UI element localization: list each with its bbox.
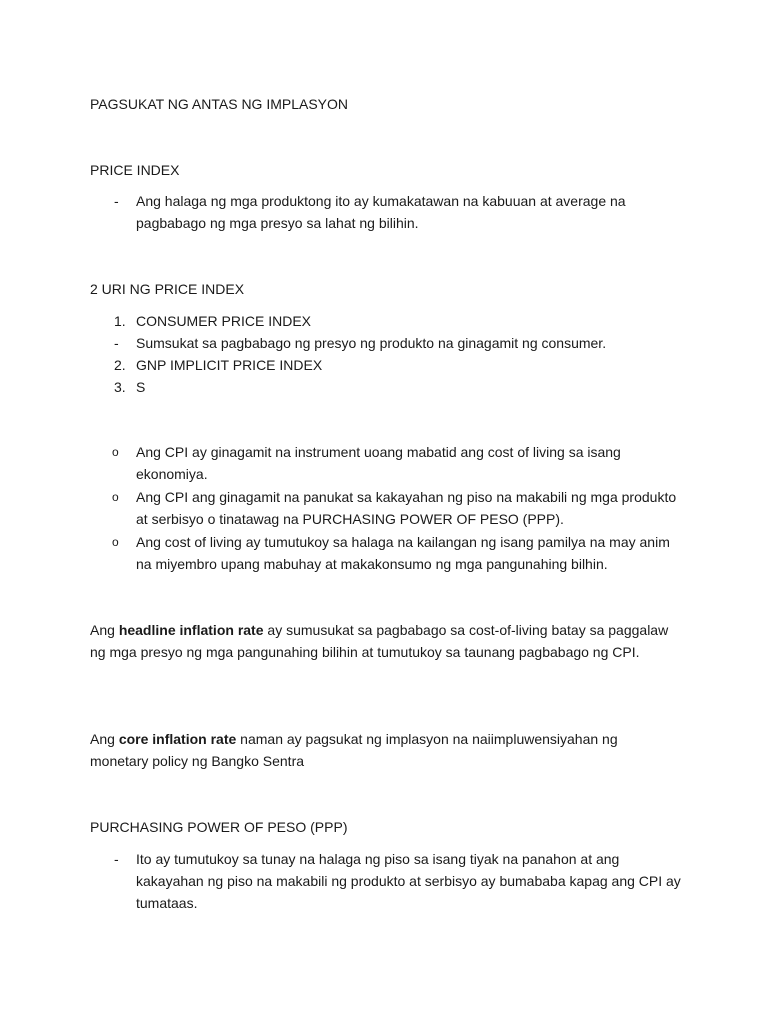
price-index-types-heading: 2 URI NG PRICE INDEX	[90, 281, 245, 297]
list-marker: 3.	[114, 379, 126, 395]
list-item: S	[136, 379, 146, 395]
circle-bullet-icon: o	[112, 445, 119, 459]
document-title: PAGSUKAT NG ANTAS NG IMPLASYON	[90, 96, 349, 112]
list-marker: 2.	[114, 357, 126, 373]
headline-inflation-paragraph	[90, 619, 670, 663]
cpi-note: Ang CPI ay ginagamit na instrument uoang mabatid ang cost of living sa isang ekonomiya.	[136, 444, 621, 482]
core-inflation-paragraph	[90, 728, 670, 772]
list-item: GNP IMPLICIT PRICE INDEX	[136, 357, 323, 373]
core-prefix: Ang	[90, 731, 119, 747]
ppp-heading: PURCHASING POWER OF PESO (PPP)	[90, 819, 348, 835]
list-item: Sumsukat sa pagbabago ng presyo ng produkto na ginagamit ng consumer.	[136, 335, 607, 351]
cpi-note: Ang CPI ang ginagamit na panukat sa kakayahan ng piso na makabili ng mga produkto at serbisyo o tinatawag na PURCHASING POWER OF PESO (PPP).	[136, 489, 677, 527]
list-marker: -	[114, 335, 119, 351]
circle-bullet-icon: o	[112, 535, 119, 549]
cpi-note: Ang cost of living ay tumutukoy sa halaga na kailangan ng isang pamilya na may anim na miyembro upang mabuhay at makakonsumo ng mga pangunahing bilhin.	[136, 534, 670, 572]
headline-prefix: Ang	[90, 622, 119, 638]
list-item: CONSUMER PRICE INDEX	[136, 313, 312, 329]
circle-bullet-icon: o	[112, 490, 119, 504]
list-marker: -	[114, 851, 119, 867]
list-marker: -	[114, 193, 119, 209]
price-index-heading: PRICE INDEX	[90, 162, 180, 178]
ppp-definition: Ito ay tumutukoy sa tunay na halaga ng piso sa isang tiyak na panahon at ang kakayahan ng piso na makabili ng produkto at serbisyo ay bumababa kapag ang CPI ay tumataas.	[136, 851, 681, 911]
headline-inflation-term: headline inflation rate	[118, 622, 264, 638]
core-rest: naman ay pagsukat ng implasyon na naiimpluwensiyahan ng monetary policy ng Bangko Sentra	[90, 731, 618, 769]
price-index-definition: Ang halaga ng mga produktong ito ay kumakatawan na kabuuan at average na pagbabago ng mga presyo sa lahat ng bilihin.	[136, 193, 626, 231]
list-marker: 1.	[114, 313, 126, 329]
core-inflation-term: core inflation rate	[118, 731, 237, 747]
headline-rest: ay sumusukat sa pagbabago sa cost-of-living batay sa paggalaw ng mga presyo ng mga pangunahing bilihin at tumutukoy sa taunang pagbabago ng CPI.	[90, 622, 669, 660]
